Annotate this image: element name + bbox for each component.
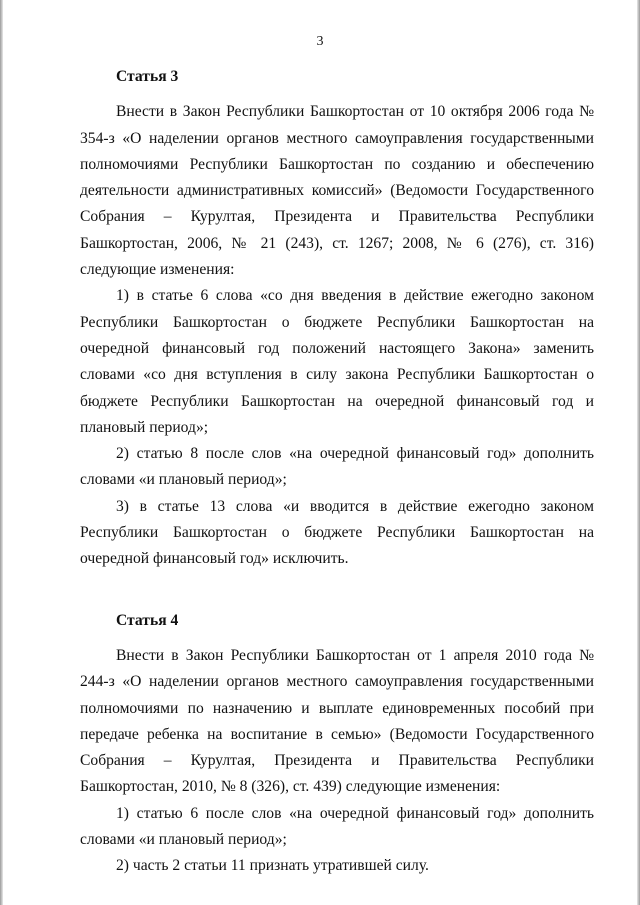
article-heading: Статья 3 <box>116 68 179 85</box>
page-number: 3 <box>316 34 324 49</box>
section-spacer <box>80 573 594 608</box>
article-4 <box>80 608 594 880</box>
amendment-item: 1) в статье 6 слова «со дня введения в действие ежегодно законом Республики Башкортостан о бюджете Республики Башкортостан на очередной финансовый год положений настоящего Закона» заменить словами «со дня вступления в силу закона Республики Башкортостан о бюджете Республики Башкортостан на очередной финансовый год и плановый период»; <box>80 287 594 436</box>
article-heading: Статья 4 <box>116 611 179 629</box>
amendment-item: 2) статью 8 после слов «на очередной финансовый год» дополнить словами «и плановый период»; <box>80 445 594 489</box>
article-3 <box>80 64 594 573</box>
document-body <box>80 64 594 880</box>
amendment-item: 3) в статье 13 слова «и вводится в действие ежегодно законом Республики Башкортостан о бюджете Республики Башкортостан на очередной финансовый год» исключить. <box>80 497 594 568</box>
scan-edge-left <box>0 0 3 905</box>
article-intro-paragraph: Внести в Закон Республики Башкортостан от 10 октября 2006 года № 354-з «О наделении органов местного самоуправления государственными полномочиями Республики Башкортостан по созданию и обеспечению деятельности административных комиссий» (Ведомости Государственного Собрания – Курултая, Президента и Правительства Республики Башкортостан, 2006, № 21 (243), ст. 1267; 2008, № 6 (276), ст. 316) следующие изменения: <box>80 103 594 279</box>
amendment-item: 1) статью 6 после слов «на очередной финансовый год» дополнить словами «и плановый период»; <box>80 804 594 849</box>
article-intro-paragraph: Внести в Закон Республики Башкортостан от 1 апреля 2010 года № 244-з «О наделении органов местного самоуправления государственными полномочиями по назначению и выплате единовременных пособий при передаче ребенка на воспитание в семью» (Ведомости Государственного Собрания – Курултая, Президента и Правительства Республики Башкортостан, 2010, № 8 (326), ст. 439) следующие изменения: <box>80 646 594 796</box>
amendment-item: 2) часть 2 статьи 11 признать утратившей силу. <box>116 857 429 875</box>
